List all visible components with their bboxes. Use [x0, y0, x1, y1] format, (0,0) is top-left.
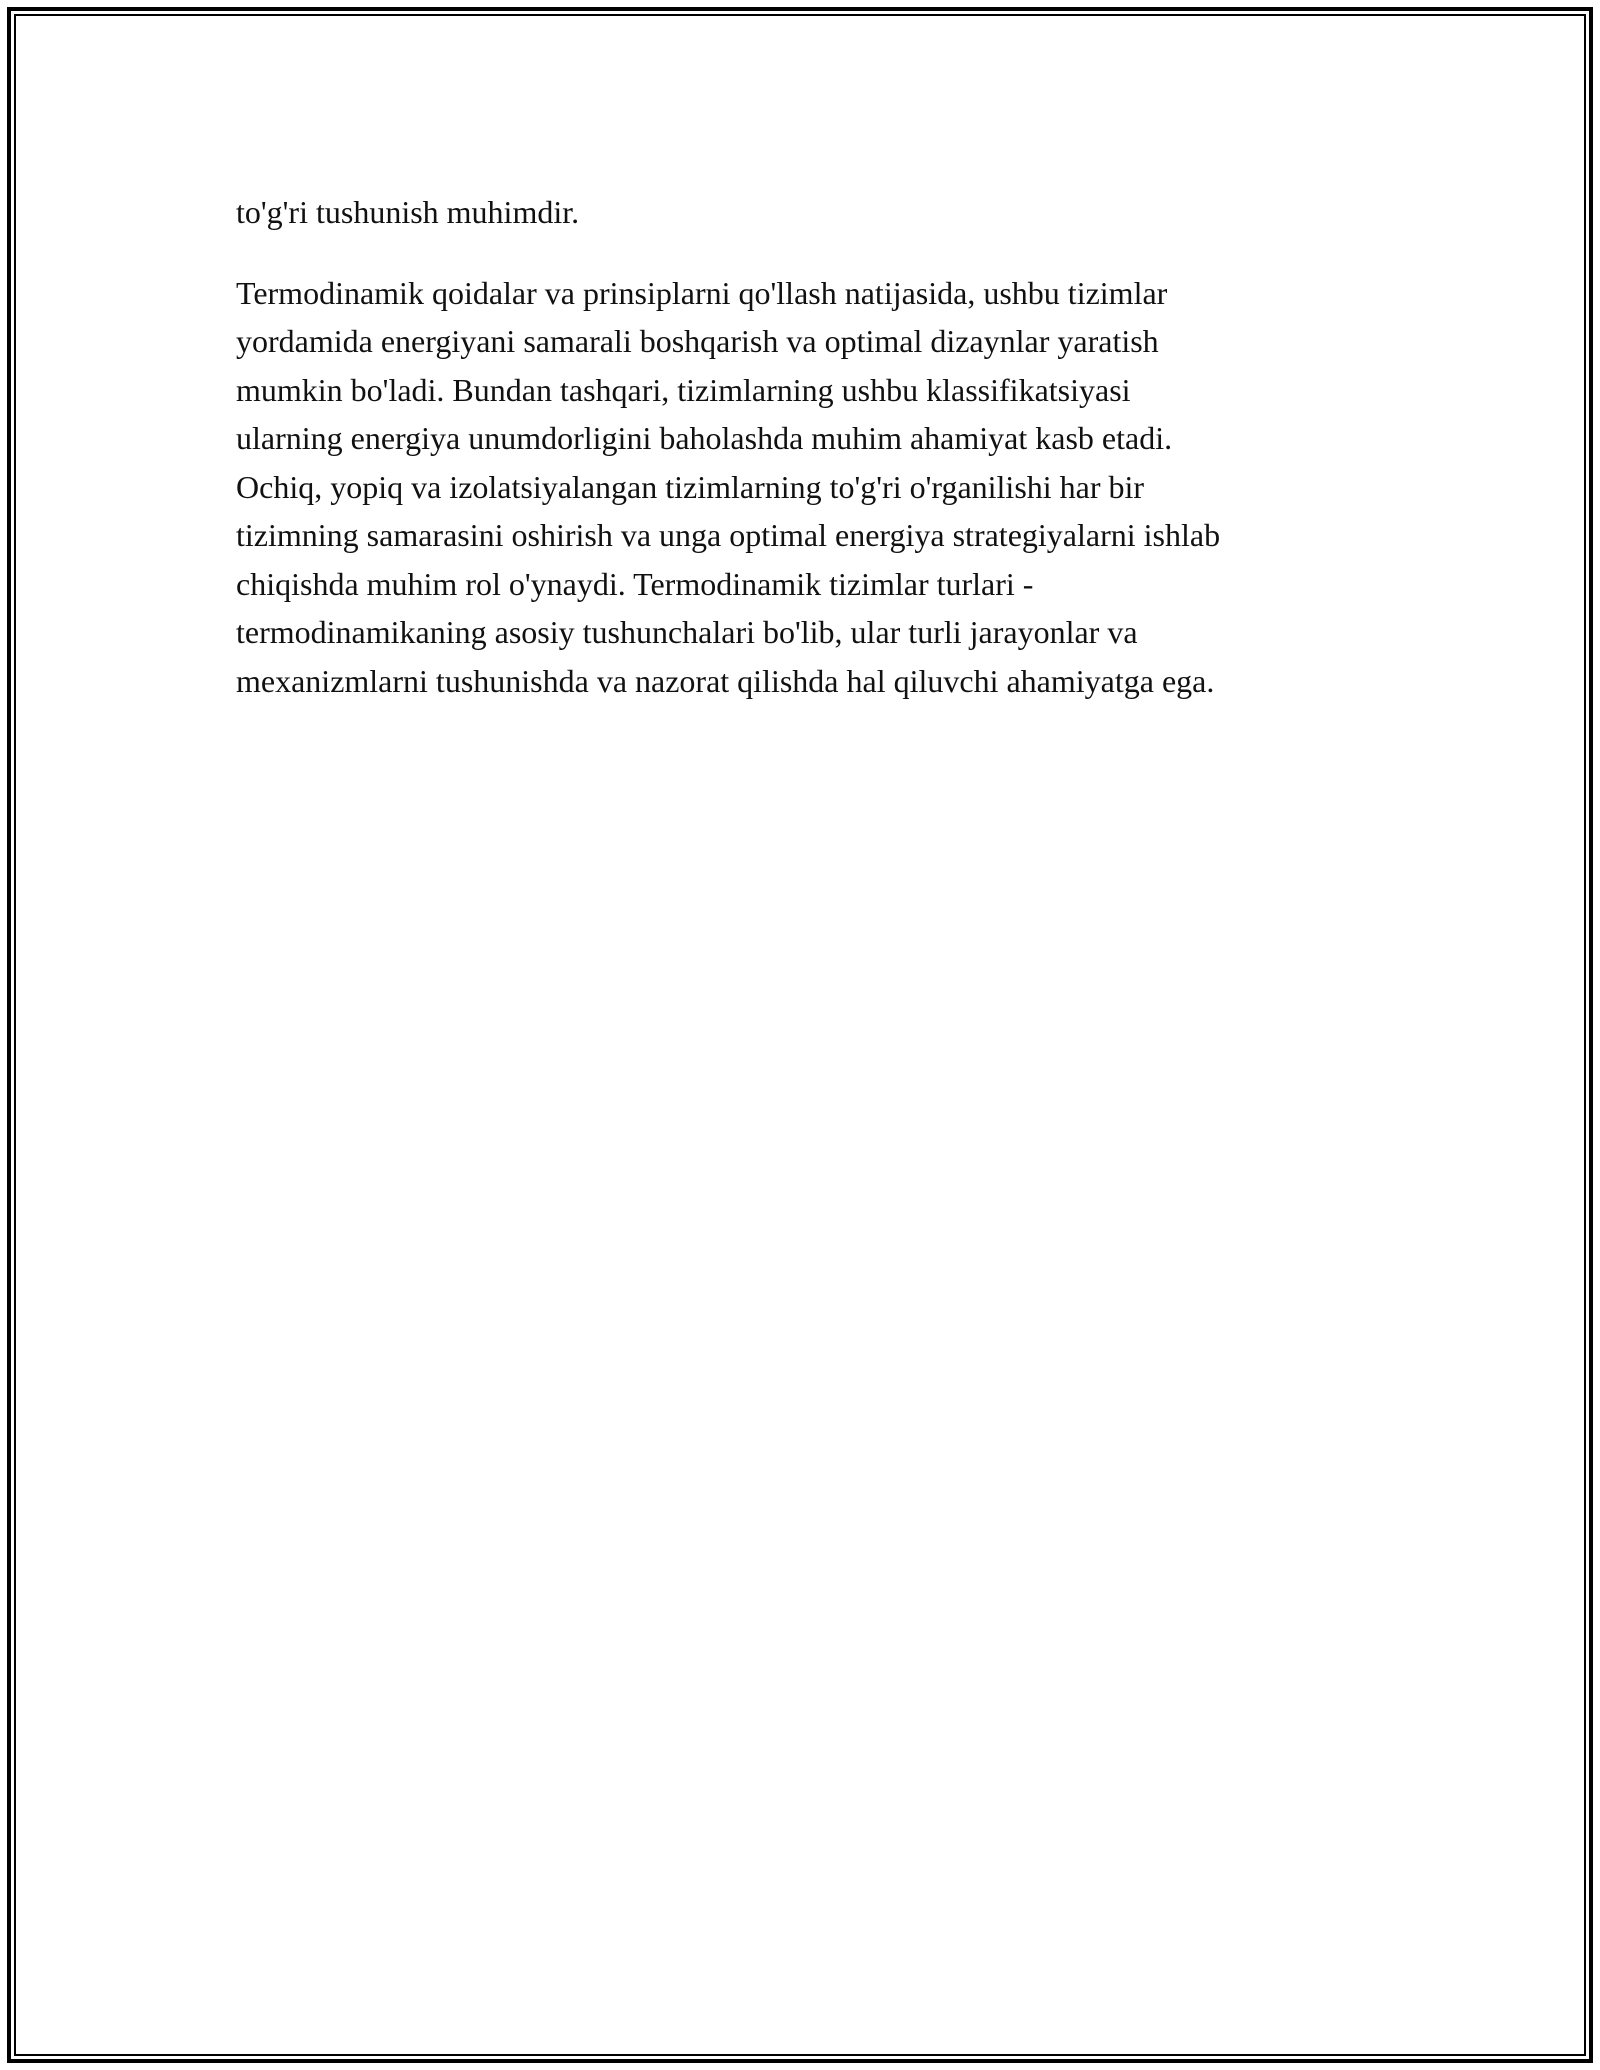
paragraph-continuation: to'g'ri tushunish muhimdir.	[236, 194, 580, 230]
document-body	[236, 188, 1416, 705]
paragraph-thermodynamic-systems: Termodinamik qoidalar va prinsiplarni qo'llash natijasida, ushbu tizimlar yordamida energiyani samarali boshqarish va optimal dizaynlar yaratish mumkin bo'ladi. Bundan tashqari, tizimlarning ushbu klassifikatsiyasi ularning energiya unumdorligini baholashda muhim ahamiyat kasb etadi. Ochiq, yopiq va izolatsiyalangan tizimlarning to'g'ri o'rganilishi har bir tizimning samarasini oshirish va unga optimal energiya strategiyalarni ishlab chiqishda muhim rol o'ynaydi. Termodinamik tizimlar turlari - termodinamikaning asosiy tushunchalari bo'lib, ular turli jarayonlar va mexanizmlarni tushunishda va nazorat qilishda hal qiluvchi ahamiyatga ega.	[236, 274, 1221, 699]
